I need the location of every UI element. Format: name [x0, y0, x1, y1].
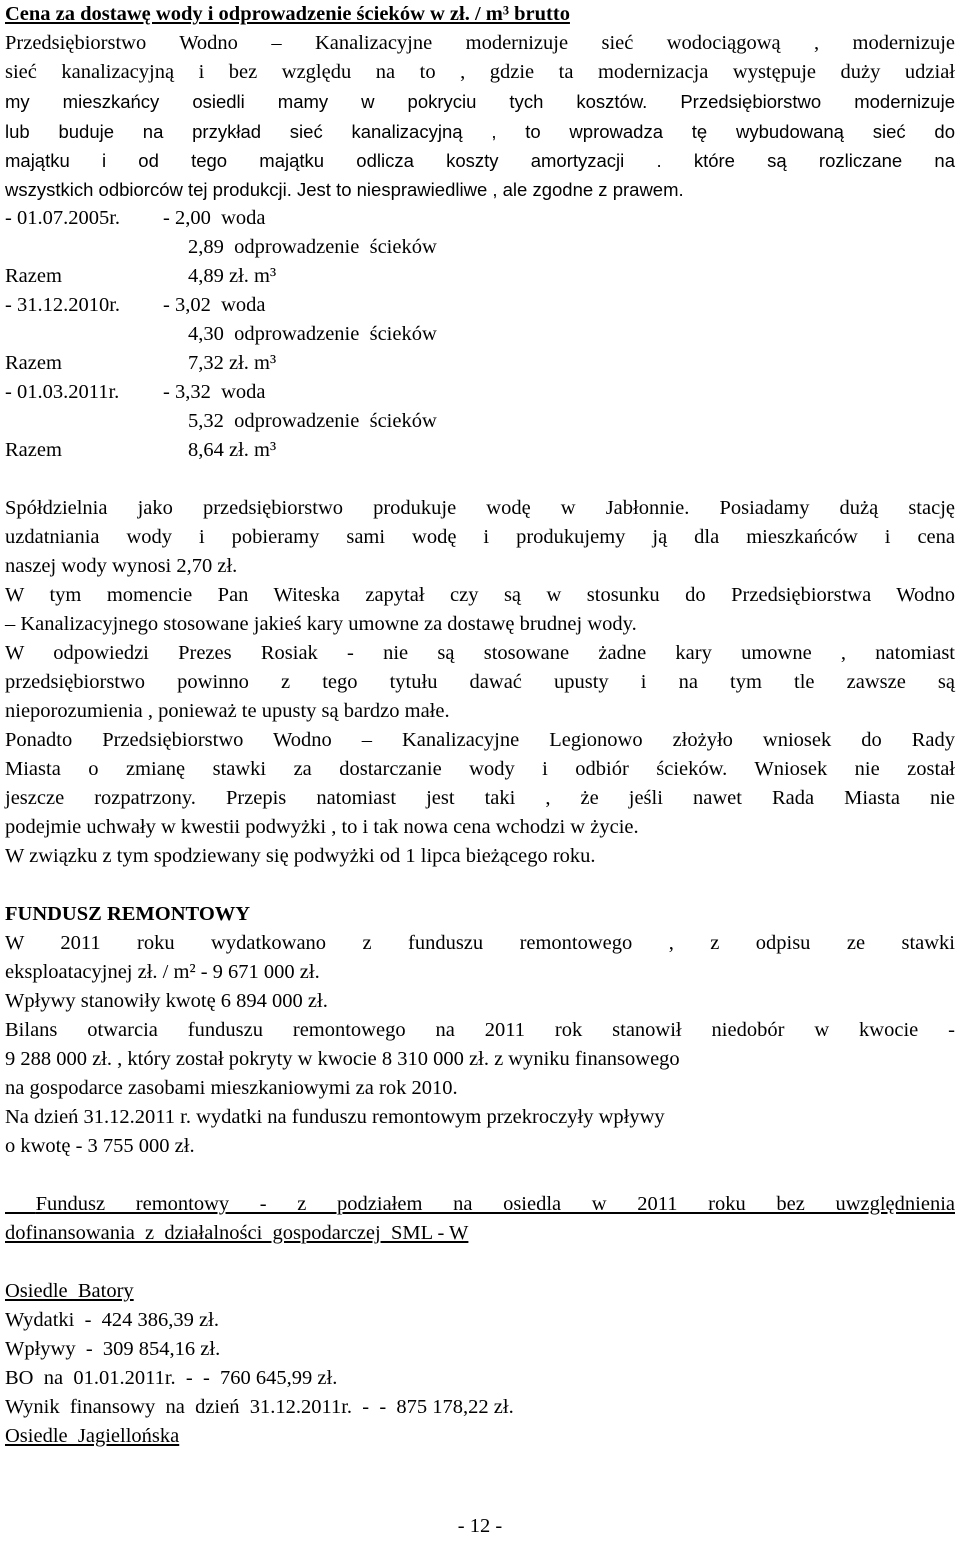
text-line: BO na 01.01.2011r. - - 760 645,99 zł. — [5, 1367, 338, 1389]
text-line: – Kanalizacyjnego stosowane jakieś kary umowne za dostawę brudnej wody. — [5, 613, 637, 635]
text-line: majątku i od tego majątku odlicza koszty amortyzacji . które są rozliczane na — [5, 150, 955, 171]
document-page — [5, 0, 955, 1451]
text-line: Wpływy stanowiły kwotę 6 894 000 zł. — [5, 990, 328, 1012]
price-date: - 01.03.2011r. — [5, 381, 120, 403]
text-line: W związku z tym spodziewany się podwyżki od 1 lipca bieżącego roku. — [5, 845, 596, 867]
price-row-sewage — [5, 407, 955, 436]
text-line: przedsiębiorstwo powinno z tego tytułu dawać upusty i na tym tle zawsze są — [5, 671, 955, 693]
water-price: - 3,02 woda — [163, 294, 266, 316]
price-row-water — [5, 204, 955, 233]
text-line — [5, 87, 955, 117]
text-line: Przedsiębiorstwo Wodno – Kanalizacyjne modernizuje sieć wodociągową , modernizuje — [5, 32, 955, 54]
sewage-price: 4,30 odprowadzenie ścieków — [188, 323, 437, 345]
cooperative-paragraph — [5, 494, 955, 871]
price-date: - 01.07.2005r. — [5, 207, 121, 229]
text-line: uzdatniania wody i pobieramy sami wodę i produkujemy ją dla mieszkańców i cena — [5, 526, 955, 548]
text-line: Na dzień 31.12.2011 r. wydatki na funduszu remontowym przekroczyły wpływy — [5, 1106, 665, 1128]
text-line: W 2011 roku wydatkowano z funduszu remontowego , z odpisu ze stawki — [5, 932, 955, 954]
price-table — [5, 204, 955, 465]
text-line: podejmie uchwały w kwestii podwyżki , to i tak nowa cena wchodzi w życie. — [5, 816, 639, 838]
water-price: - 2,00 woda — [163, 207, 266, 229]
text-line: naszej wody wynosi 2,70 zł. — [5, 555, 238, 577]
text-line: Ponadto Przedsiębiorstwo Wodno – Kanalizacyjne Legionowo złożyło wniosek do Rady — [5, 729, 955, 751]
total-label: Razem — [5, 352, 62, 374]
text-line: na gospodarce zasobami mieszkaniowymi za rok 2010. — [5, 1077, 458, 1099]
price-date: - 31.12.2010r. — [5, 294, 121, 316]
fund-heading: FUNDUSZ REMONTOWY — [5, 903, 251, 925]
section-heading-water-prices: Cena za dostawę wody i odprowadzenie ścieków w zł. / m³ brutto — [5, 3, 570, 25]
price-row-water — [5, 378, 955, 407]
text-line: dofinansowania z działalności gospodarczej SML - W — [5, 1222, 469, 1244]
price-row-total — [5, 436, 955, 465]
text-line: Fundusz remontowy - z podziałem na osiedla w 2011 roku bez uwzględnienia — [5, 1193, 955, 1215]
total-label: Razem — [5, 265, 62, 287]
text-line: W odpowiedzi Prezes Rosiak - nie są stosowane żadne kary umowne , natomiast — [5, 642, 955, 664]
text-line: eksploatacyjnej zł. / m² - 9 671 000 zł. — [5, 961, 320, 983]
fund-split-heading — [5, 1190, 955, 1248]
text-line: Wynik finansowy na dzień 31.12.2011r. - - 875 178,22 zł. — [5, 1396, 514, 1418]
sewage-price: 2,89 odprowadzenie ścieków — [188, 236, 437, 258]
text-line: jeszcze rozpatrzony. Przepis natomiast jest taki , że jeśli nawet Rada Miasta nie — [5, 787, 955, 809]
text-line: o kwotę - 3 755 000 zł. — [5, 1135, 195, 1157]
sewage-price: 5,32 odprowadzenie ścieków — [188, 410, 437, 432]
page-number: - 12 - — [457, 1515, 503, 1537]
price-group — [5, 378, 955, 465]
water-price: - 3,32 woda — [163, 381, 266, 403]
price-row-total — [5, 349, 955, 378]
total-price: 7,32 zł. m³ — [188, 352, 277, 374]
text-line: wszystkich odbiorców tej produkcji. Jest to niesprawiedliwe , ale zgodne z prawem. — [5, 179, 684, 200]
price-row-sewage — [5, 233, 955, 262]
text-line: Miasta o zmianę stawki za dostarczanie wody i odbiór ścieków. Wniosek nie został — [5, 758, 955, 780]
text-line: nieporozumienia , ponieważ te upusty są bardzo małe. — [5, 700, 450, 722]
text-fragment: Przedsiębiorstwo modernizuje — [647, 91, 955, 112]
text-line: Bilans otwarcia funduszu remontowego na 2011 rok stanowił niedobór w kwocie - — [5, 1019, 955, 1041]
text-line: lub buduje na przykład sieć kanalizacyjną , to wprowadza tę wybudowaną sieć do — [5, 121, 955, 142]
renovation-fund-section — [5, 900, 955, 1161]
intro-paragraph — [5, 29, 955, 204]
total-label: Razem — [5, 439, 62, 461]
estate-batory-section — [5, 1277, 955, 1422]
text-line: Wpływy - 309 854,16 zł. — [5, 1338, 221, 1360]
total-price: 8,64 zł. m³ — [188, 439, 277, 461]
total-price: 4,89 zł. m³ — [188, 265, 277, 287]
price-group — [5, 291, 955, 378]
price-row-water — [5, 291, 955, 320]
text-line: W tym momencie Pan Witeska zapytał czy są w stosunku do Przedsiębiorstwa Wodno — [5, 584, 955, 606]
price-group — [5, 204, 955, 291]
estate-jagiellonska-section — [5, 1422, 955, 1451]
price-row-sewage — [5, 320, 955, 349]
text-line: Wydatki - 424 386,39 zł. — [5, 1309, 219, 1331]
text-line: Spółdzielnia jako przedsiębiorstwo produkuje wodę w Jabłonnie. Posiadamy dużą stację — [5, 497, 955, 519]
estate-name: Osiedle Jagiellońska — [5, 1425, 180, 1447]
price-row-total — [5, 262, 955, 291]
estate-name: Osiedle Batory — [5, 1280, 134, 1302]
text-fragment: my mieszkańcy osiedli mamy w pokryciu tych kosztów. — [5, 91, 648, 112]
text-line: 9 288 000 zł. , który został pokryty w kwocie 8 310 000 zł. z wyniku finansowego — [5, 1048, 680, 1070]
text-line: sieć kanalizacyjną i bez względu na to , gdzie ta modernizacja występuje duży udział — [5, 61, 955, 83]
